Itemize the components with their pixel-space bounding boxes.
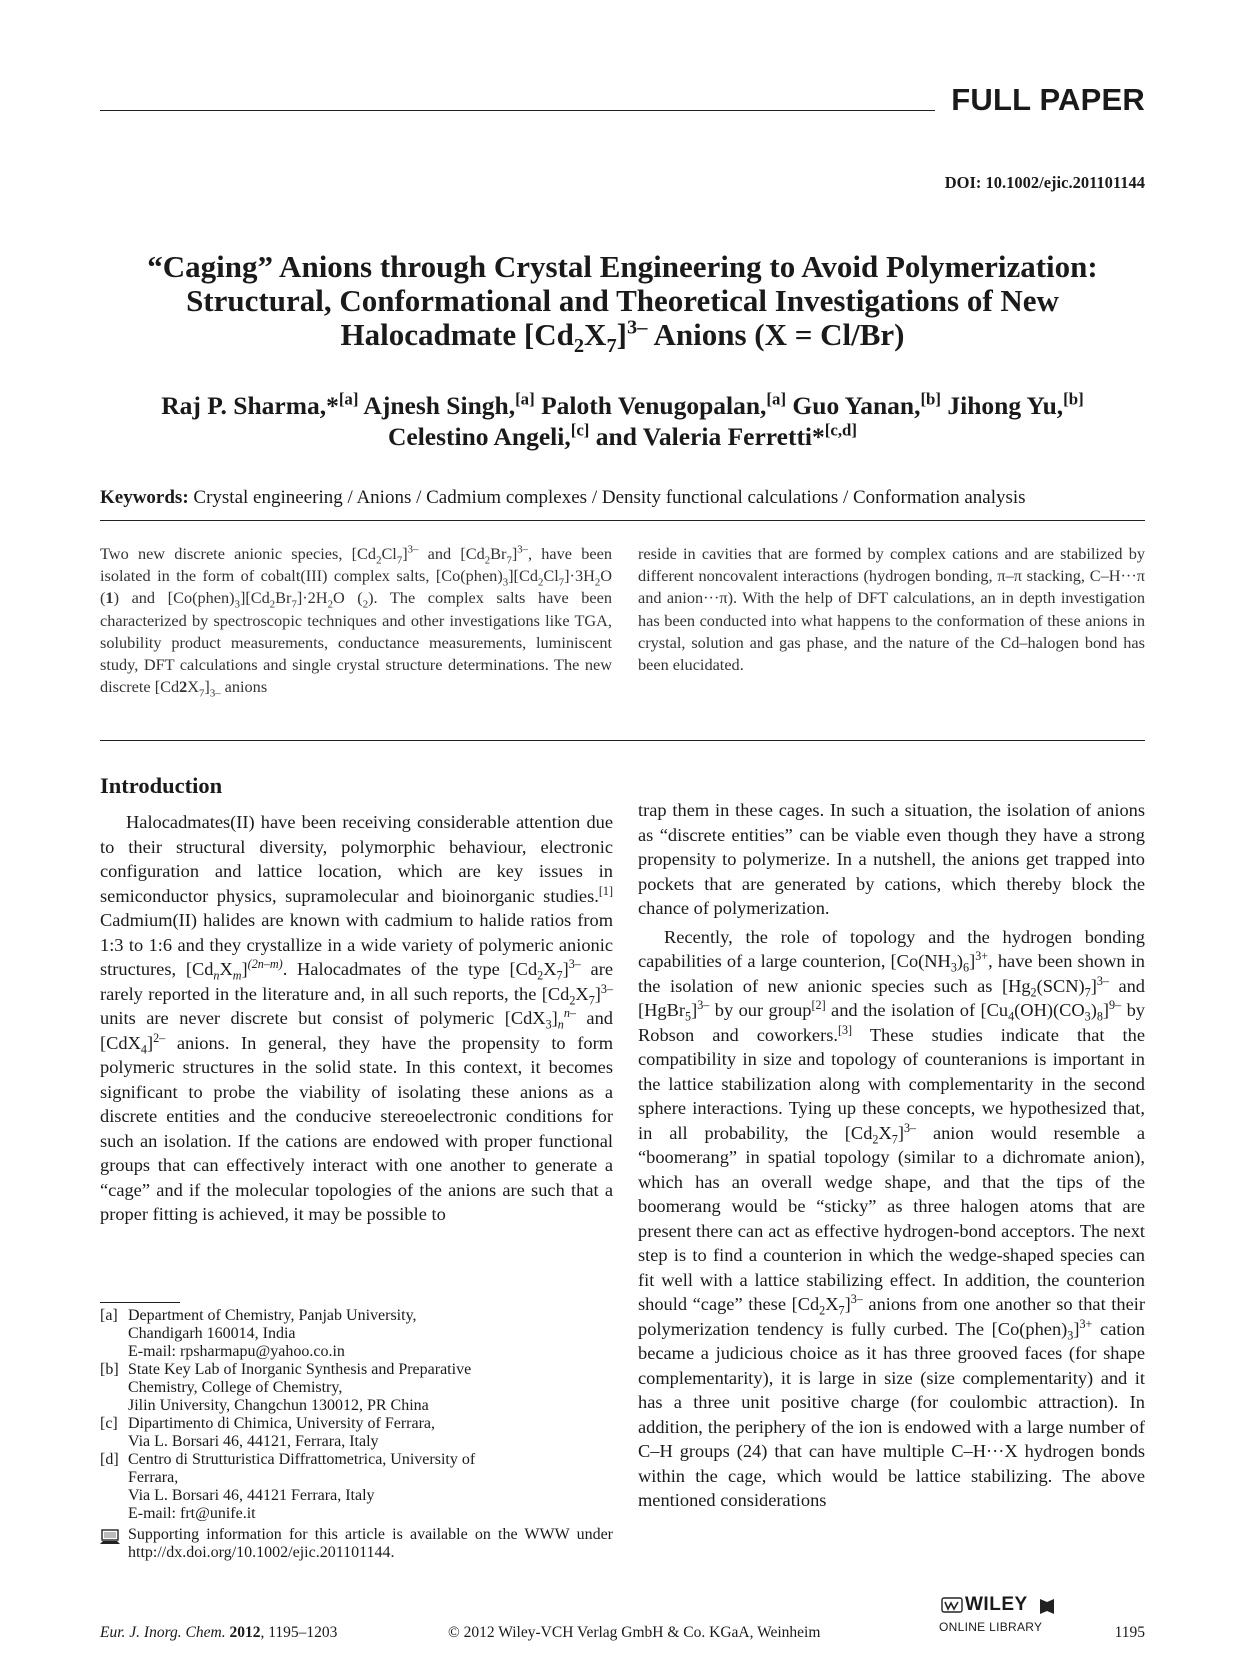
keywords-text: Crystal engineering / Anions / Cadmium complexes / Density functional calculations / Conformation analysis: [188, 487, 1026, 508]
intro-left-column: [100, 810, 613, 1227]
journal-citation: Eur. J. Inorg. Chem. 2012, 1195–1203: [100, 1624, 338, 1641]
section-heading: Introduction: [100, 773, 223, 798]
supporting-info-note: Supporting information for this article is available on the WWW under http://dx.doi.org/10.1002/ejic.201101144.: [100, 1526, 613, 1562]
publisher-name: WILEY: [965, 1594, 1028, 1615]
intro-paragraph-1-cont: trap them in these cages. In such a situation, the isolation of anions as “discrete entities” can be viable even though they have a strong propensity to polymerize. In a nutshell, the anions get trapped into pockets that are generated by cations, which thereby block the chance of polymerization.: [638, 800, 1145, 918]
authors-line-1: Raj P. Sharma,*[a] Ajnesh Singh,[a] Paloth Venugopalan,[a] Guo Yanan,[b] Jihong Yu,[b]: [161, 389, 1084, 420]
authors-line-2: Celestino Angeli,[c] and Valeria Ferretti*[c,d]: [387, 420, 858, 451]
abstract-rule: [100, 740, 1145, 741]
page-number: 1195: [1114, 1624, 1145, 1641]
intro-paragraph-1: Halocadmates(II) have been receiving considerable attention due to their structural diversity, polymorphic behaviour, electronic configuration and lattice location, which are key issues in semiconductor physics, supramolecular and bioinorganic studies.[1] Cadmium(II) halides are known with cadmium to halide ratios from 1:3 to 1:6 and they crystallize in a wide variety of polymeric anionic structures, $[Cd_nX_m]^{(2n-m)}$. Halocadmates of the type $[Cd_2X_7]^{3-}$ are rarely reported in the literature and, in all such reports, the $[Cd_2X_7]^{3-}$ units are never discrete but consist of polymeric $[CdX_3]_n^{n-}$ and $[CdX_4]^{2-}$ anions. In general, they have the propensity to form polymeric structures in the solid state. In this context, it becomes significant to probe the viability of isolating these anions as a discrete entities and the conducive stereoelectronic conditions for such an isolation. If the cations are endowed with proper functional groups that can effectively interact with one another to generate a “cage” and if the molecular topologies of the anions are such that a proper fitting is achieved, it may be possible to: [100, 812, 613, 1224]
abstract-right: reside in cavities that are formed by complex cations and are stabilized by different noncovalent interactions (hydrogen bonding, π–π stacking, C–H···π and anion···π). With the help of DFT calculations, an in depth investigation has been conducted into what happens to the conformation of these anions in crystal, solution and gas phase, and the nature of the Cd–halogen bond has been elucidated.: [638, 544, 1145, 675]
author-list: [100, 390, 1145, 452]
copyright: © 2012 Wiley-VCH Verlag GmbH & Co. KGaA, Weinheim: [448, 1624, 821, 1641]
title-line-1: “Caging” Anions through Crystal Engineering to Avoid Polymerization:: [147, 249, 1098, 284]
online-library-label: ONLINE LIBRARY: [939, 1620, 1043, 1634]
book-icon: [1037, 1596, 1057, 1616]
affiliation-d: [d] Centro di Strutturistica Diffrattometrica, University of Ferrara, Via L. Borsari 46, 44121 Ferrara, Italy E-mail: frt@unife.it: [100, 1451, 476, 1522]
title-line-2: Structural, Conformational and Theoretical Investigations of New: [186, 283, 1059, 318]
intro-right-column: [638, 798, 1145, 1513]
footnote-rule: [100, 1302, 180, 1303]
affiliation-b: [b] State Key Lab of Inorganic Synthesis and Preparative Chemistry, College of Chemistry, Jilin University, Changchun 130012, PR China: [100, 1361, 472, 1414]
doi: DOI: 10.1002/ejic.201101144: [944, 173, 1145, 192]
keywords: [100, 487, 1150, 509]
paper-title: [100, 249, 1145, 358]
keywords-label: Keywords:: [100, 487, 189, 508]
affiliation-a: [a] Department of Chemistry, Panjab University, Chandigarh 160014, India E-mail: rpsharmapu@yahoo.co.in: [100, 1307, 417, 1360]
keywords-rule: [100, 520, 1145, 521]
running-header: [100, 76, 1145, 116]
affiliation-c: [c] Dipartimento di Chimica, University of Ferrara, Via L. Borsari 46, 44121, Ferrara, Italy: [100, 1415, 436, 1450]
article-type-label: FULL PAPER: [951, 82, 1145, 117]
affiliations: [100, 1307, 613, 1562]
computer-icon: [100, 1529, 120, 1545]
header-rule: [100, 110, 935, 111]
abstract-left: Two new discrete anionic species, $[Cd_2Cl_7]^{3-}$ and $[Cd_2Br_7]^{3-}$, have been isolated in the form of cobalt(III) complex salts, $[Co(phen)_3][Cd_2Cl_7]\cdot 3H_2O$ (1) and $[Co(phen)_3][Cd_2Br_7]\cdot 2H_2O$ $(_2)$. The complex salts have been characterized by spectroscopic techniques and other investigations like TGA, solubility product measurements, conductance measurements, luminiscent study, DFT calculations and single crystal structure determinations. The new discrete $[Cd2X_7]_{3-}$ anions: [100, 543, 612, 700]
wiley-online-library-logo: [939, 1596, 1069, 1644]
wiley-mark-icon: [941, 1596, 963, 1616]
title-line-3: Halocadmate $[Cd_2X_7]^{3-}$ Anions (X = Cl/Br): [340, 316, 905, 358]
intro-paragraph-2: Recently, the role of topology and the hydrogen bonding capabilities of a large counterion, $[Co(NH_3)_6]^{3+}$, have been shown in the isolation of new anionic species such as $[Hg_2(SCN)_7]^{3-}$ and [HgBr$_5$]$^{3-}$ by our group[2] and the isolation of $[Cu_4(OH)(CO_3)_8]^{9-}$ by Robson and coworkers.[3] These studies indicate that the compatibility in size and topology of counteranions is important in the lattice stabilization along with complementarity in the second sphere interactions. Tying up these concepts, we hypothesized that, in all probability, the $[Cd_2X_7]^{3-}$ anion would resemble a “boomerang” in spatial topology (similar to a dichromate anion), which has an overall wedge shape, and that the tips of the boomerang would be “sticky” as three halogen atoms that are present there can act as effective hydrogen-bond acceptors. The next step is to find a counterion in which the wedge-shaped species can fit well with a lattice stabilizing effect. In addition, the counterion should “cage” these $[Cd_2X_7]^{3-}$ anions from one another so that their polymerization tendency is fully curbed. The $[Co(phen)_3]^{3+}$ cation became a judicious choice as it has three grooved faces (for shape complementarity), it is large in size (size complementarity) and it has a three unit positive charge (for coulombic attraction). In addition, the periphery of the ion is endowed with a large number of C–H groups (24) that can have multiple C–H···X hydrogen bonds within the cage, which would be lattice stabilizing. The above mentioned considerations: [638, 926, 1145, 1510]
